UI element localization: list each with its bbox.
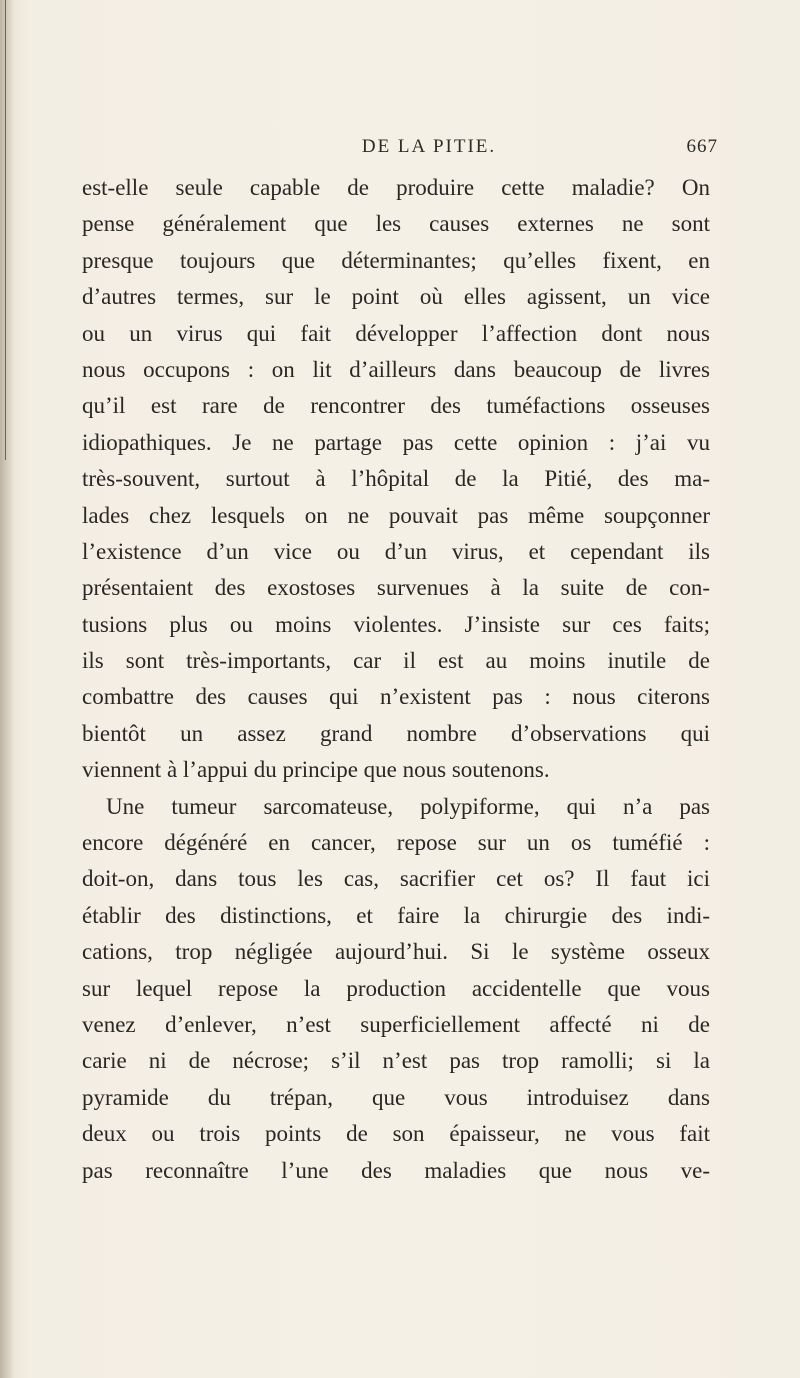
- text-line: idiopathiques. Je ne partage pas cette opinion : j’ai vu: [82, 429, 710, 455]
- text-line: nous occupons : on lit d’ailleurs dans beaucoup de livres: [82, 356, 710, 382]
- text-line: l’existence d’un vice ou d’un virus, et cependant ils: [82, 538, 710, 564]
- running-head: DE LA PITIE.: [361, 136, 497, 157]
- text-line: tusions plus ou moins violentes. J’insiste sur ces faits;: [82, 611, 710, 637]
- spine-edge-line: [5, 0, 6, 460]
- text-line: carie ni de nécrose; s’il n’est pas trop ramolli; si la: [82, 1048, 710, 1074]
- text-line: pyramide du trépan, que vous introduisez dans: [82, 1084, 710, 1110]
- text-line: Une tumeur sarcomateuse, polypiforme, qui n’a pas: [106, 793, 710, 819]
- text-line: établir des distinctions, et faire la chirurgie des indi-: [82, 902, 710, 928]
- body-text: [82, 170, 710, 1189]
- text-line: est-elle seule capable de produire cette maladie? On: [82, 175, 710, 200]
- text-line: encore dégénéré en cancer, repose sur un os tuméfié :: [82, 830, 710, 856]
- text-line: sur lequel repose la production accidentelle que vous: [82, 975, 710, 1001]
- text-line: deux ou trois points de son épaisseur, ne vous fait: [82, 1121, 710, 1147]
- text-line: viennent à l’appui du principe que nous soutenons.: [82, 757, 550, 783]
- text-line: presque toujours que déterminantes; qu’elles fixent, en: [82, 247, 710, 273]
- text-line: d’autres termes, sur le point où elles agissent, un vice: [82, 284, 710, 310]
- text-line: bientôt un assez grand nombre d’observations qui: [82, 720, 710, 746]
- page-header: [140, 132, 718, 166]
- text-line: doit-on, dans tous les cas, sacrifier cet os? Il faut ici: [82, 866, 710, 892]
- text-line: pas reconnaître l’une des maladies que nous ve-: [82, 1157, 710, 1183]
- text-line: venez d’enlever, n’est superficiellement affecté ni de: [82, 1011, 710, 1037]
- page-number: 667: [686, 136, 718, 157]
- text-line: ils sont très-importants, car il est au moins inutile de: [82, 648, 710, 674]
- text-line: qu’il est rare de rencontrer des tuméfactions osseuses: [82, 393, 710, 419]
- text-line: présentaient des exostoses survenues à la suite de con-: [82, 575, 710, 601]
- text-line: pense généralement que les causes externes ne sont: [82, 211, 710, 237]
- text-line: combattre des causes qui n’existent pas : nous citerons: [82, 684, 710, 710]
- text-line: cations, trop négligée aujourd’hui. Si le système osseux: [82, 939, 710, 965]
- text-line: ou un virus qui fait développer l’affection dont nous: [82, 320, 710, 346]
- text-line: lades chez lesquels on ne pouvait pas même soupçonner: [82, 502, 710, 528]
- text-line: très-souvent, surtout à l’hôpital de la Pitié, des ma-: [82, 466, 710, 492]
- book-spine-shadow: [0, 0, 14, 1378]
